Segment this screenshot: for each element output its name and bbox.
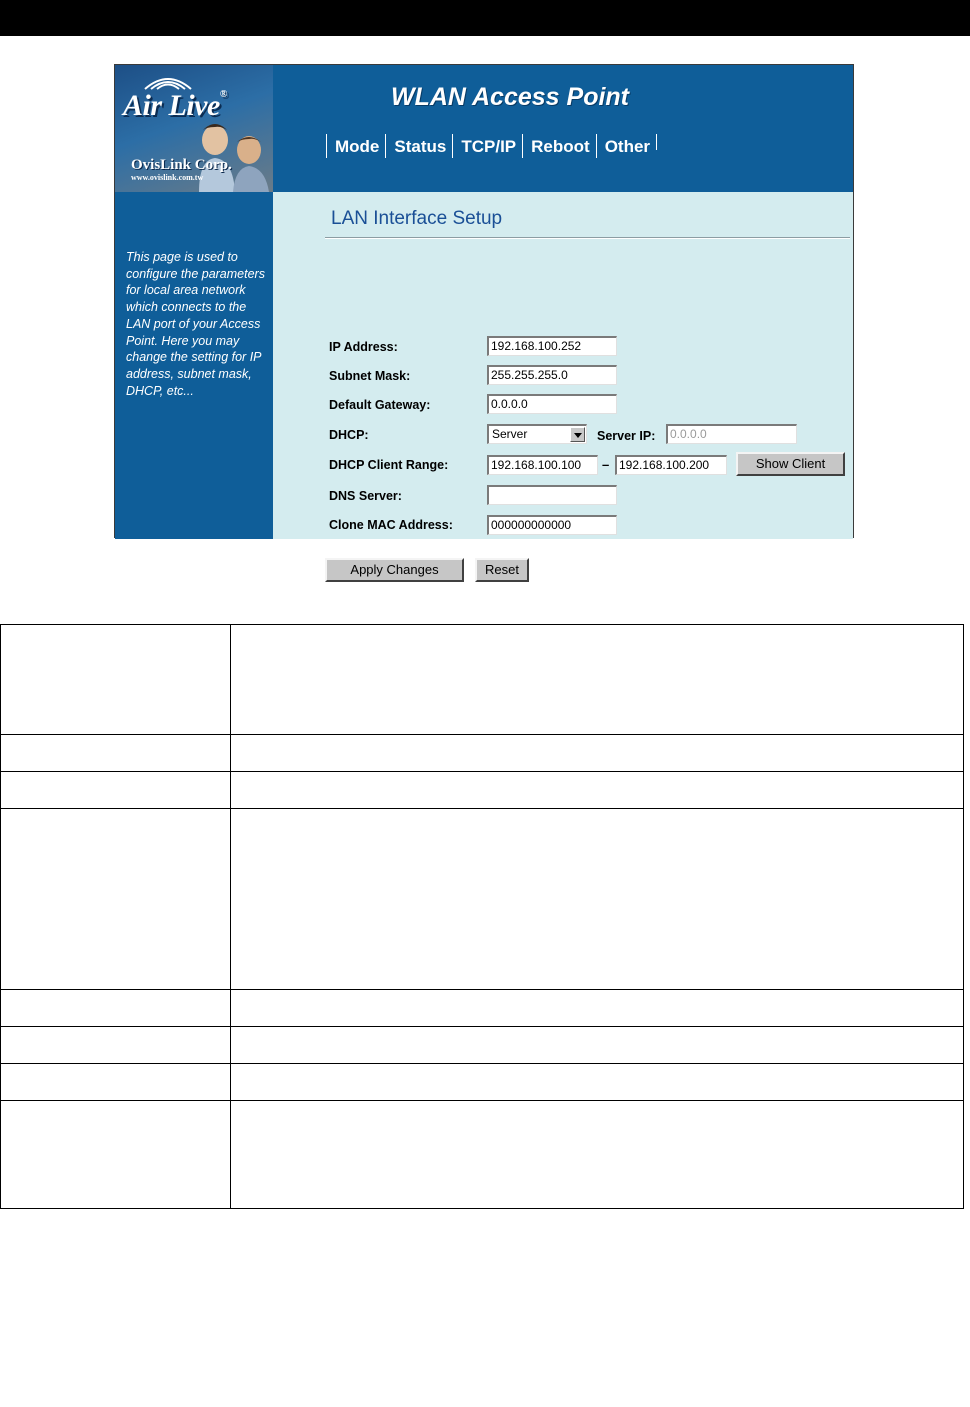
nav-reboot[interactable]: Reboot [522,134,596,158]
nav-tcpip[interactable]: TCP/IP [452,134,522,158]
table-cell [231,1101,964,1209]
browser-screenshot [114,64,854,577]
table-cell [1,1101,231,1209]
nav-status[interactable]: Status [385,134,452,158]
ip-address-field[interactable]: 192.168.100.252 [487,336,617,356]
table-row [1,735,964,772]
table-row [1,990,964,1027]
app-header [115,65,853,192]
range-separator: – [602,457,610,472]
server-ip-label: Server IP: [597,429,656,443]
dns-server-field[interactable] [487,485,617,505]
table-cell [1,735,231,772]
table-cell [1,1064,231,1101]
dhcp-range-end-field[interactable]: 192.168.100.200 [615,455,727,475]
ip-address-label: IP Address: [329,340,398,354]
clone-mac-label: Clone MAC Address: [329,518,453,532]
show-client-button[interactable]: Show Client [736,452,845,476]
nav-mode[interactable]: Mode [326,134,385,158]
table-cell [1,772,231,809]
table-row [1,809,964,990]
subnet-mask-field[interactable]: 255.255.255.0 [487,365,617,385]
field-description-table [0,624,964,1209]
app-title: WLAN Access Point [391,83,630,111]
table-row [1,625,964,735]
table-cell [231,772,964,809]
apply-changes-button[interactable]: Apply Changes [325,558,464,582]
company-name: OvisLink Corp. [131,157,232,173]
title-divider [325,237,850,239]
table-cell [231,1027,964,1064]
table-cell [1,809,231,990]
table-cell [231,809,964,990]
subnet-mask-label: Subnet Mask: [329,369,411,383]
company-url: www.ovislink.com.tw [131,173,204,182]
airlive-logo [115,65,273,192]
table-row [1,1027,964,1064]
table-cell [231,990,964,1027]
table-cell [1,625,231,735]
dhcp-range-start-field[interactable]: 192.168.100.100 [487,455,598,475]
table-cell [1,990,231,1027]
table-row [1,1101,964,1209]
help-sidebar [115,192,273,539]
dhcp-select[interactable] [487,424,587,444]
dhcp-select-value: Server [492,427,528,441]
table-cell [1,1027,231,1064]
default-gateway-label: Default Gateway: [329,398,431,412]
page-title: LAN Interface Setup [331,208,503,229]
chevron-down-icon[interactable] [570,427,585,442]
dhcp-label: DHCP: [329,428,369,442]
document-header-bar [0,0,970,36]
dns-server-label: DNS Server: [329,489,402,503]
table-row [1,1064,964,1101]
help-text: This page is used to configure the parameters for local area network which connects to the LAN port of your Access Point. Here you may change the setting for IP address, subnet mask, DHCP, etc... [126,250,265,398]
top-nav [326,134,657,158]
default-gateway-field[interactable]: 0.0.0.0 [487,394,617,414]
nav-other[interactable]: Other [596,134,656,158]
dhcp-client-range-label: DHCP Client Range: [329,458,449,472]
table-cell [231,735,964,772]
clone-mac-field[interactable]: 000000000000 [487,515,617,535]
logo-wordmark: Air Live® [123,89,227,122]
lan-setup-panel [273,192,853,577]
table-cell [231,1064,964,1101]
nav-divider [656,134,657,150]
table-row [1,772,964,809]
table-cell [231,625,964,735]
reset-button[interactable]: Reset [475,558,529,582]
server-ip-field[interactable]: 0.0.0.0 [666,424,797,444]
